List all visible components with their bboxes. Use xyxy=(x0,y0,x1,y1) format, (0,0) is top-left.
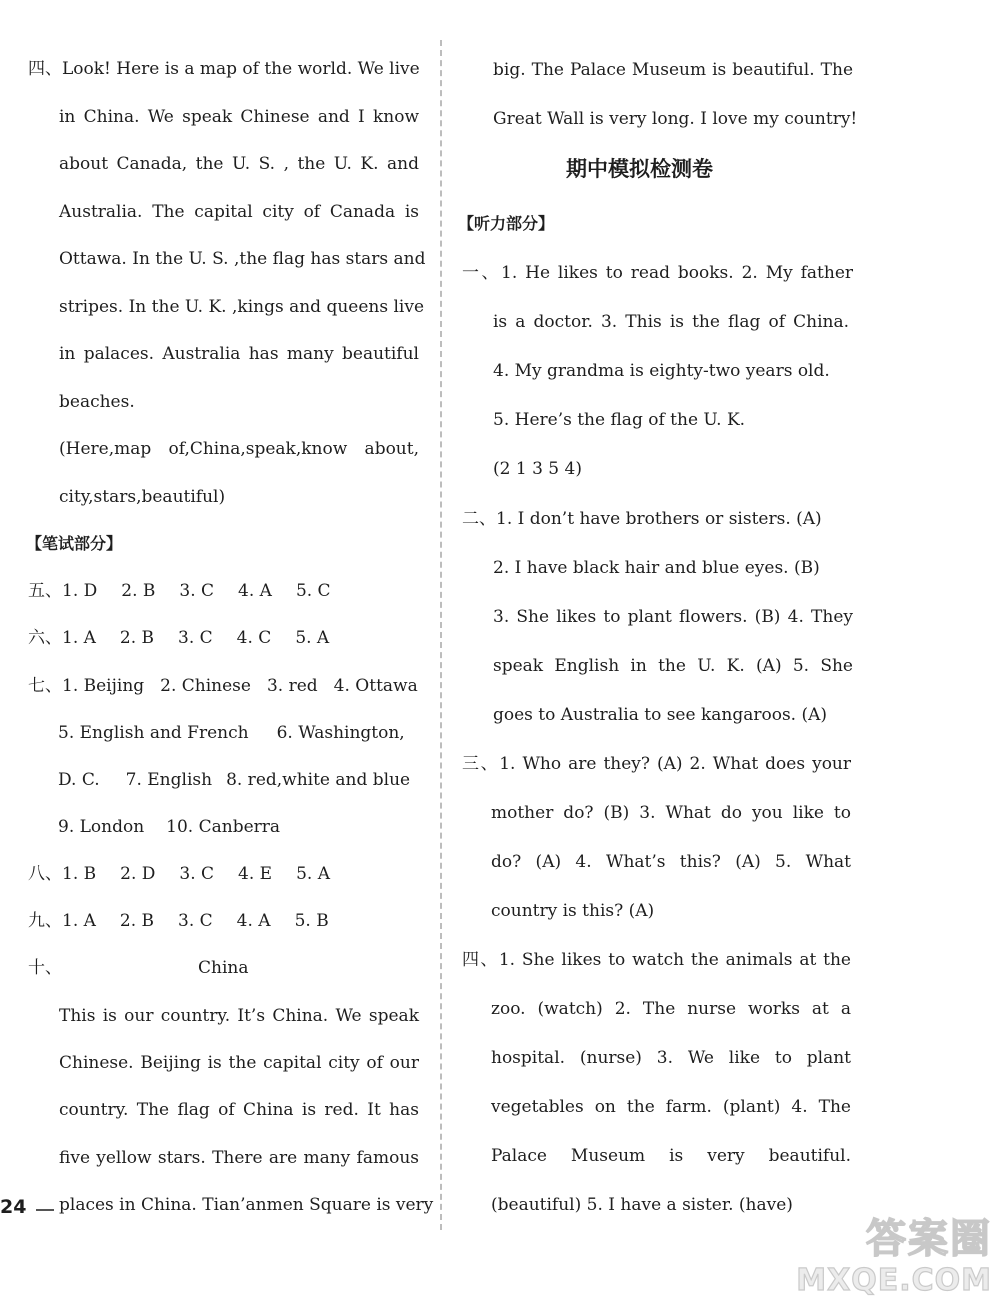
written-section-heading: 【笔试部分】 xyxy=(26,534,123,553)
l1-order: (2 1 3 5 4) xyxy=(493,459,582,479)
q8-answers: 八、1. B 2. D 3. C 4. E 5. A xyxy=(28,864,330,884)
page-number-dash xyxy=(36,1209,54,1211)
l2-line-5: goes to Australia to see kangaroos. (A) xyxy=(493,705,828,725)
l2-line-1: 二、1. I don’t have brothers or sisters. (A) xyxy=(462,509,822,529)
essay-continuation-1: big. The Palace Museum is beautiful. The xyxy=(493,60,853,80)
essay-line-5: places in China. Tian’anmen Square is very xyxy=(59,1195,434,1215)
q4-line-5: Ottawa. In the U. S. ,the flag has stars and xyxy=(59,249,426,269)
q5-answers: 五、1. D 2. B 3. C 4. A 5. C xyxy=(28,581,331,601)
q4-line-4: Australia. The capital city of Canada is xyxy=(59,202,419,222)
l4-line-2: zoo. (watch) 2. The nurse works at a xyxy=(491,999,851,1019)
l2-line-3: 3. She likes to plant flowers. (B) 4. They xyxy=(493,607,853,627)
page-number: 24 xyxy=(0,1196,27,1218)
essay-line-4: five yellow stars. There are many famous xyxy=(59,1148,419,1168)
essay-line-3: country. The flag of China is red. It has xyxy=(59,1100,419,1120)
q7-row-3: D. C. 7. English 8. red,white and blue xyxy=(58,770,411,790)
watermark-url: MXQE.COM xyxy=(796,1263,992,1298)
q4-line-6: stripes. In the U. K. ,kings and queens live xyxy=(59,297,425,317)
l1-line-3: 4. My grandma is eighty-two years old. xyxy=(493,361,830,381)
q4-hint-line-1: (Here,map of,China,speak,know about, xyxy=(59,439,419,459)
essay-title: China xyxy=(198,958,249,978)
l3-line-4: country is this? (A) xyxy=(491,901,655,921)
watermark-logo: 答案圈 xyxy=(866,1216,992,1262)
q4-line-8: beaches. xyxy=(59,392,135,412)
column-divider xyxy=(440,40,442,1230)
q4-line-7: in palaces. Australia has many beautiful xyxy=(59,344,419,364)
l3-line-3: do? (A) 4. What’s this? (A) 5. What xyxy=(491,852,851,872)
exam-title: 期中模拟检测卷 xyxy=(566,157,713,181)
q10-label: 十、 xyxy=(28,958,62,978)
l1-line-4: 5. Here’s the flag of the U. K. xyxy=(493,410,746,430)
q9-answers: 九、1. A 2. B 3. C 4. A 5. B xyxy=(28,911,329,931)
l4-line-3: hospital. (nurse) 3. We like to plant xyxy=(491,1048,851,1068)
l4-line-5: Palace Museum is very beautiful. xyxy=(491,1146,851,1166)
l1-line-2: is a doctor. 3. This is the flag of China. xyxy=(493,312,849,332)
l4-line-6: (beautiful) 5. I have a sister. (have) xyxy=(491,1195,793,1215)
l2-line-4: speak English in the U. K. (A) 5. She xyxy=(493,656,853,676)
q4-hint-line-2: city,stars,beautiful) xyxy=(59,487,226,507)
l4-line-1: 四、1. She likes to watch the animals at the xyxy=(462,950,851,970)
essay-continuation-2: Great Wall is very long. I love my country! xyxy=(493,109,858,129)
l3-line-1: 三、1. Who are they? (A) 2. What does your xyxy=(462,754,851,774)
q7-row-4: 9. London 10. Canberra xyxy=(58,817,281,837)
l4-line-4: vegetables on the farm. (plant) 4. The xyxy=(491,1097,851,1117)
watermark xyxy=(796,1199,1000,1309)
l1-line-1: 一、1. He likes to read books. 2. My father xyxy=(462,263,854,283)
q4-line-1: 四、Look! Here is a map of the world. We live xyxy=(28,59,420,79)
q6-answers: 六、1. A 2. B 3. C 4. C 5. A xyxy=(28,628,330,648)
q7-row-2: 5. English and French 6. Washington, xyxy=(58,723,405,743)
q7-row-1: 七、1. Beijing 2. Chinese 3. red 4. Ottawa xyxy=(28,676,418,696)
l2-line-2: 2. I have black hair and blue eyes. (B) xyxy=(493,558,820,578)
essay-line-2: Chinese. Beijing is the capital city of our xyxy=(59,1053,419,1073)
listening-section-heading: 【听力部分】 xyxy=(458,214,555,233)
l3-line-2: mother do? (B) 3. What do you like to xyxy=(491,803,851,823)
q4-label: 四、 xyxy=(28,59,62,79)
q4-line-3: about Canada, the U. S. , the U. K. and xyxy=(59,154,419,174)
essay-line-1: This is our country. It’s China. We speak xyxy=(59,1006,419,1026)
q4-line-2: in China. We speak Chinese and I know xyxy=(59,107,419,127)
